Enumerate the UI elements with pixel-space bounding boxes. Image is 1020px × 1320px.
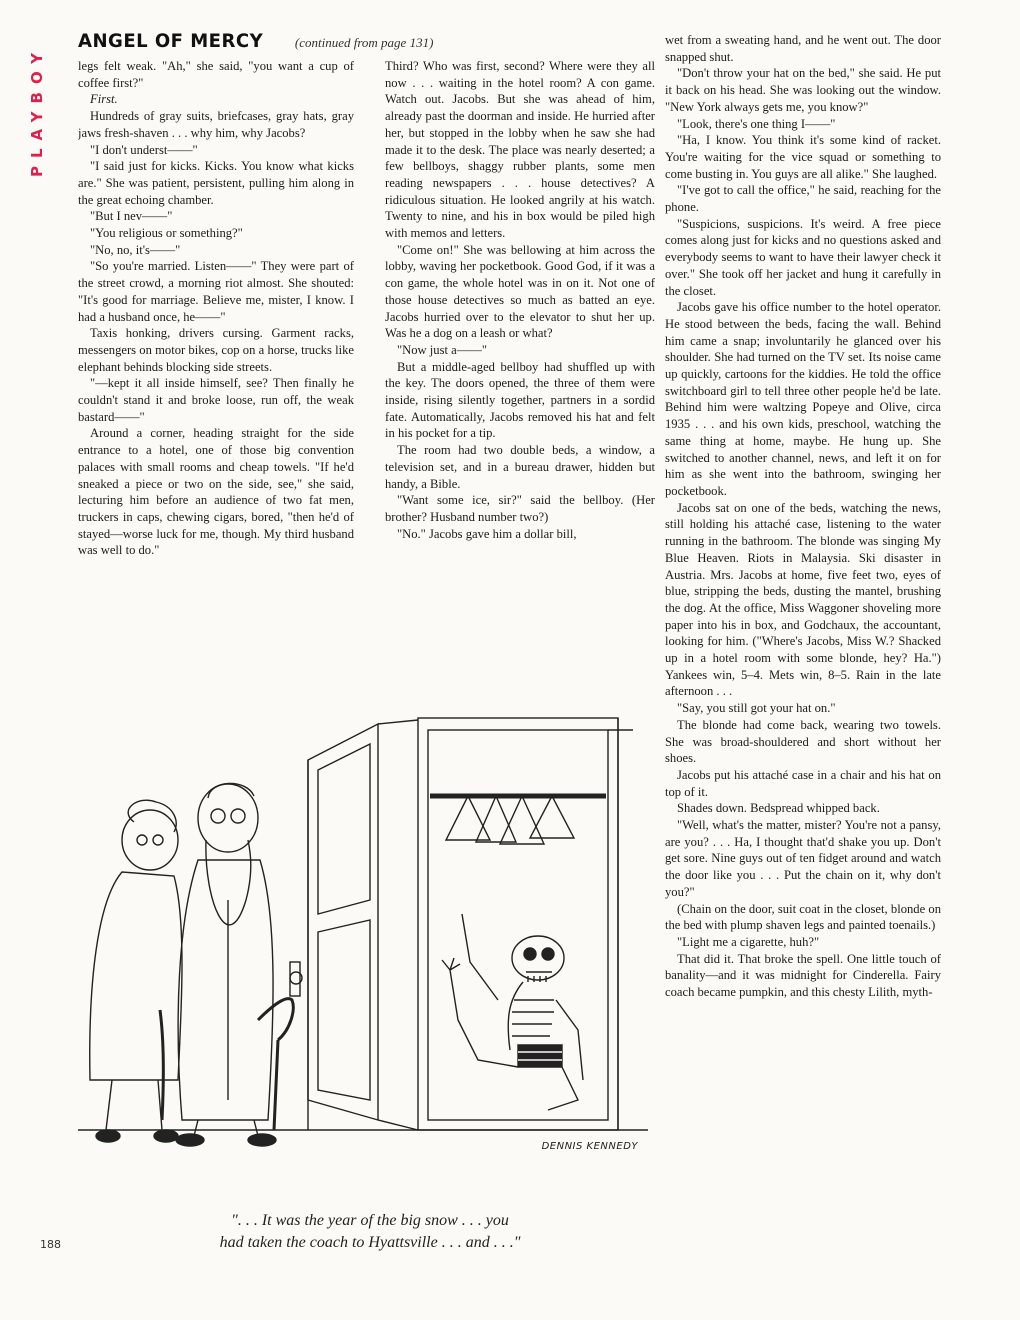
paragraph: "Look, there's one thing I——" bbox=[677, 116, 836, 131]
magazine-name: PLAYBOY bbox=[28, 44, 47, 178]
paragraph: But a middle-aged bellboy had shuffled up with the key. The doors opened, the three of them were inside, rising silently together, partners in a sordid fate. Automatically, Jacobs removed his hat and felt in his pocket for a tip. bbox=[385, 359, 655, 441]
continued-note: (continued from page 131) bbox=[294, 35, 434, 50]
paragraph: The room had two double beds, a window, a television set, and in a bureau drawer, hidden but handy, a Bible. bbox=[385, 443, 655, 491]
hanger bbox=[446, 796, 490, 840]
paragraph: "I don't underst——" bbox=[90, 142, 198, 157]
article-header bbox=[78, 30, 638, 60]
paragraph: "So you're married. Listen——" They were part of the street crowd, a morning riot almost. She shouted: "It's good for marriage. Believe me, mister, I know. I had a husband once, he——" bbox=[78, 259, 354, 324]
paragraph: "You religious or something?" bbox=[90, 226, 243, 241]
paragraph: "Well, what's the matter, mister? You're not a pansy, are you? . . . Ha, I thought that'd shake you up. Don't get sore. Nine guys out of ten fidget around and watch the door like you . . . Put the chain on it, why don't you?" bbox=[665, 818, 941, 899]
page-number: 188 bbox=[40, 1238, 61, 1251]
paragraph: "I've got to call the office," he said, reaching for the phone. bbox=[665, 183, 941, 215]
old-man-coat bbox=[178, 860, 273, 1120]
caption-line: ". . . It was the year of the big snow . . . you bbox=[231, 1212, 509, 1229]
striped-shorts bbox=[518, 1045, 562, 1067]
skeleton-skull bbox=[512, 936, 564, 980]
caption-line: had taken the coach to Hyattsville . . . and . . ." bbox=[219, 1234, 521, 1251]
paragraph: Jacobs put his attaché case in a chair and his hat on top of it. bbox=[665, 767, 941, 799]
skeleton-leg bbox=[450, 970, 518, 1067]
closet-frame bbox=[418, 718, 618, 1130]
paragraph: "Come on!" She was bellowing at him across the lobby, waving her pocketbook. Good God, if it was a con game, the whole hotel was in on it. Not one of those house detectives so much as batted an eye. Jacobs hurried over to the elevator to shut her up. Was he a dog on a leash or what? bbox=[385, 242, 655, 341]
paragraph: Jacobs gave his office number to the hotel operator. He stood between the beds, facing the wall. Behind him came a snap; involuntarily he glanced over his shoulder. She had turned on the TV set. Its noise came up quickly, cartoons for the kiddies. He told the office switchboard girl to tell three other people he'd be late. Behind him were waltzing Popeye and Olive, circa 1935 . . . and his own kids, preschool, watching the same thing at home, maybe. He hung up. She switched to another channel, news, and left it on for him as she went into the bathroom, swinging her pocketbook. bbox=[665, 300, 941, 498]
cartoon-illustration bbox=[78, 700, 648, 1200]
paragraph: The blonde had come back, wearing two towels. She was broad-shouldered and short without her shoes. bbox=[665, 717, 941, 766]
magazine-side-logo bbox=[24, 36, 50, 186]
skeleton-spine bbox=[508, 982, 523, 1050]
paragraph: Around a corner, heading straight for the side entrance to a hotel, one of those big convention palaces with small rooms and cheap towels. "If he'd sneaked a piece or two on the side, see," she said, lecturing him before an audience of two fat men, truckers in caps, chewing cigars, bored, "then he'd of stayed—worse luck for me, though. My third husband was well to do." bbox=[78, 426, 354, 558]
paragraph: "Light me a cigarette, huh?" bbox=[677, 934, 820, 949]
paragraph: First. bbox=[90, 92, 118, 107]
paragraph: Jacobs sat on one of the beds, watching the news, still holding his attaché case, listening to the water running in the bathroom. The blonde was singing My Blue Heaven. Riots in Malaysia. Ski disaster in Austria. Mrs. Jacobs at home, five feet two, eyes of blue, stripping the beds, dusting the mantel, brushing the dog. At the office, Miss Waggoner shoveling more paper into his in box, and Godchaux, the accountant, looking for him. ("Where's Jacobs, Miss W.? Shacked up in a hotel room with some blonde, hey? Ha.") Yankees win, 5–4. Mets win, 8–5. Rain in the late afternoon . . . bbox=[665, 500, 941, 699]
paragraph: "No." Jacobs gave him a dollar bill, bbox=[397, 526, 577, 541]
paragraph: wet from a sweating hand, and he went out. The door snapped shut. bbox=[665, 33, 941, 64]
paragraph: "Want some ice, sir?" said the bellboy. (Her brother? Husband number two?) bbox=[385, 493, 655, 524]
text-column-2 bbox=[385, 58, 655, 668]
hanger bbox=[476, 796, 516, 842]
old-man-cane bbox=[258, 999, 293, 1040]
old-woman-dress bbox=[90, 872, 182, 1080]
cartoon-caption bbox=[150, 1210, 590, 1254]
paragraph: "No, no, it's——" bbox=[90, 242, 181, 257]
article-title: ANGEL OF MERCY bbox=[78, 30, 264, 52]
skeleton-arm bbox=[462, 914, 498, 1000]
paragraph: "Say, you still got your hat on." bbox=[677, 701, 836, 716]
paragraph: "But I nev——" bbox=[90, 209, 173, 224]
paragraph: "Suspicions, suspicions. It's weird. A free piece comes along just for kicks and no questions asked and everybody seems to want to have their lawyer check it over." She took off her jacket and hung it carefully in the closet. bbox=[665, 216, 941, 298]
text-column-1 bbox=[78, 58, 354, 668]
paragraph: "Don't throw your hat on the bed," she said. He put it back on his head. She was looking out the window. "New York always gets me, you know?" bbox=[665, 66, 941, 114]
artist-signature: DENNIS KENNEDY bbox=[541, 1141, 638, 1152]
paragraph: "—kept it all inside himself, see? Then finally he couldn't stand it and broke loose, run off, the weak bastard——" bbox=[78, 376, 354, 424]
paragraph: Third? Who was first, second? Where were they all now . . . waiting in the hotel room? A con game. Watch out. Jacobs. But she was ahead of him, already past the doorman and inside. He hurried after her, but stopped in the lobby when he saw she had made it to the desk. The place was nearly deserted; a few bellboys, shaggy rubber plants, some men reading newspapers . . . house detectives? A ridiculous situation. He looked angrily at his watch. Twenty to nine, and his in box would be piled high with memos and letters. bbox=[385, 59, 655, 241]
paragraph: "Ha, I know. You think it's some kind of racket. You're waiting for the vice squad or something to come busting in. You guys are all alike." She laughed. bbox=[665, 133, 941, 181]
paragraph: (Chain on the door, suit coat in the closet, blonde on the bed with plump shaven legs and painted toenails.) bbox=[665, 901, 941, 933]
hanger bbox=[530, 796, 574, 838]
cartoon-drawing bbox=[78, 700, 648, 1200]
text-column-3 bbox=[665, 32, 941, 1262]
paragraph: "Now just a——" bbox=[397, 342, 488, 357]
paragraph: Hundreds of gray suits, briefcases, gray hats, gray jaws fresh-shaven . . . why him, why Jacobs? bbox=[78, 109, 354, 140]
paragraph: legs felt weak. "Ah," she said, "you want a cup of coffee first?" bbox=[78, 59, 354, 90]
paragraph: That did it. That broke the spell. One little touch of banality—and it was midnight for Cinderella. Fairy coach became pumpkin, and this chesty Lilith, myth- bbox=[665, 951, 941, 1000]
paragraph: "I said just for kicks. Kicks. You know what kicks are." She was patient, persistent, pulling him along in the great echoing chamber. bbox=[78, 159, 354, 207]
paragraph: Shades down. Bedspread whipped back. bbox=[677, 801, 880, 816]
paragraph: Taxis honking, drivers cursing. Garment racks, messengers on motor bikes, cop on a horse, trucks like elephant behinds blocking side streets. bbox=[78, 326, 354, 374]
